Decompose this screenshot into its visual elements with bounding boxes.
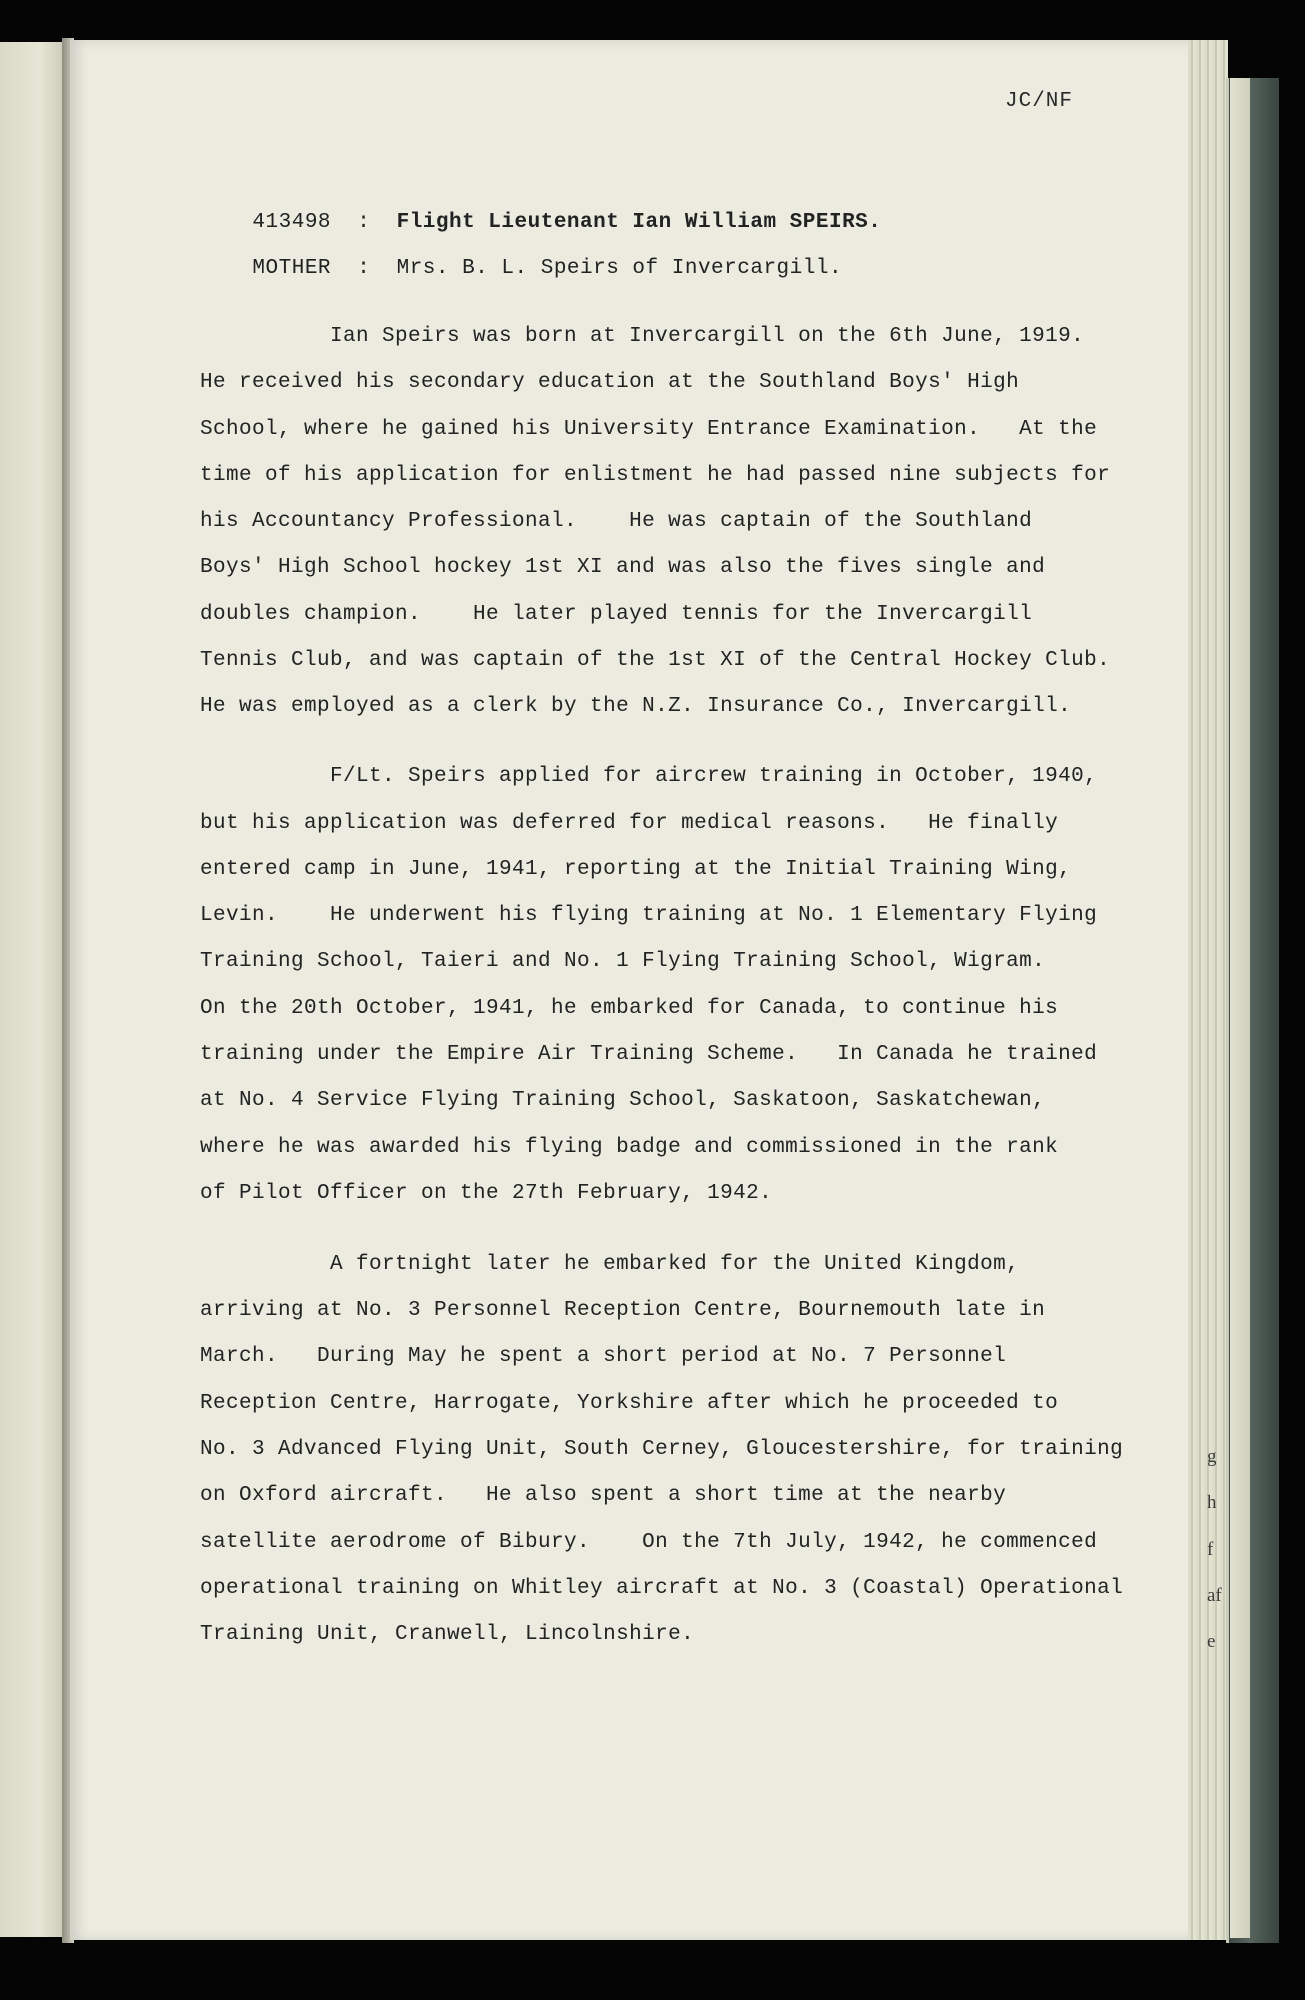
margin-glyph: af xyxy=(1207,1585,1222,1606)
body-line: No. 3 Advanced Flying Unit, South Cerney, Gloucestershire, for training xyxy=(200,1438,1124,1461)
underlying-page-edges xyxy=(1188,40,1228,1940)
body-line: On the 20th October, 1941, he embarked for Canada, to continue his xyxy=(200,997,1059,1020)
separator: : xyxy=(357,211,371,234)
mother-line xyxy=(200,234,842,303)
body-line: operational training on Whitley aircraft at No. 3 (Coastal) Operational xyxy=(200,1577,1124,1600)
body-line: where he was awarded his flying badge and commissioned in the rank xyxy=(200,1136,1059,1159)
body-line: Boys' High School hockey 1st XI and was also the fives single and xyxy=(200,556,1046,579)
body-line: Levin. He underwent his flying training at No. 1 Elementary Flying xyxy=(200,904,1098,927)
body-line: at No. 4 Service Flying Training School, Saskatoon, Saskatchewan, xyxy=(200,1089,1046,1112)
body-line: He was employed as a clerk by the N.Z. Insurance Co., Invercargill. xyxy=(200,695,1072,718)
body-line: his Accountancy Professional. He was captain of the Southland xyxy=(200,510,1033,533)
mother-name: Mrs. B. L. Speirs of Invercargill. xyxy=(396,257,843,280)
body-line: entered camp in June, 1941, reporting at the Initial Training Wing, xyxy=(200,858,1072,881)
body-line: of Pilot Officer on the 27th February, 1942. xyxy=(200,1182,773,1205)
body-line: Training School, Taieri and No. 1 Flying Training School, Wigram. xyxy=(200,950,1046,973)
body-line: Training Unit, Cranwell, Lincolnshire. xyxy=(200,1623,695,1646)
body-line: F/Lt. Speirs applied for aircrew training in October, 1940, xyxy=(200,765,1098,788)
margin-glyph: f xyxy=(1207,1539,1214,1560)
file-reference: JC/NF xyxy=(1005,90,1074,113)
body-line: satellite aerodrome of Bibury. On the 7th July, 1942, he commenced xyxy=(200,1531,1098,1554)
facing-page-edge xyxy=(0,42,66,1937)
body-line: Reception Centre, Harrogate, Yorkshire after which he proceeded to xyxy=(200,1392,1059,1415)
body-line: training under the Empire Air Training Scheme. In Canada he trained xyxy=(200,1043,1098,1066)
body-line: doubles champion. He later played tennis for the Invercargill xyxy=(200,603,1033,626)
body-line: He received his secondary education at the Southland Boys' High xyxy=(200,371,1020,394)
body-line: Tennis Club, and was captain of the 1st XI of the Central Hockey Club. xyxy=(200,649,1111,672)
separator: : xyxy=(357,257,371,280)
margin-glyph: h xyxy=(1207,1492,1217,1513)
airman-name: Flight Lieutenant Ian William SPEIRS. xyxy=(396,211,882,234)
body-line: A fortnight later he embarked for the United Kingdom, xyxy=(200,1253,1020,1276)
margin-glyph: g xyxy=(1207,1446,1217,1467)
margin-glyph: e xyxy=(1207,1631,1216,1652)
body-line: but his application was deferred for medical reasons. He finally xyxy=(200,812,1059,835)
body-line: Ian Speirs was born at Invercargill on the 6th June, 1919. xyxy=(200,325,1085,348)
underlying-sheet xyxy=(1230,78,1250,1938)
service-number: 413498 xyxy=(252,211,332,234)
body-line: School, where he gained his University Entrance Examination. At the xyxy=(200,418,1098,441)
body-line: on Oxford aircraft. He also spent a short time at the nearby xyxy=(200,1484,1007,1507)
body-line: March. During May he spent a short period at No. 7 Personnel xyxy=(200,1345,1007,1368)
body-line: arriving at No. 3 Personnel Reception Centre, Bournemouth late in xyxy=(200,1299,1046,1322)
body-line: time of his application for enlistment he had passed nine subjects for xyxy=(200,464,1111,487)
mother-label: MOTHER xyxy=(252,257,332,280)
